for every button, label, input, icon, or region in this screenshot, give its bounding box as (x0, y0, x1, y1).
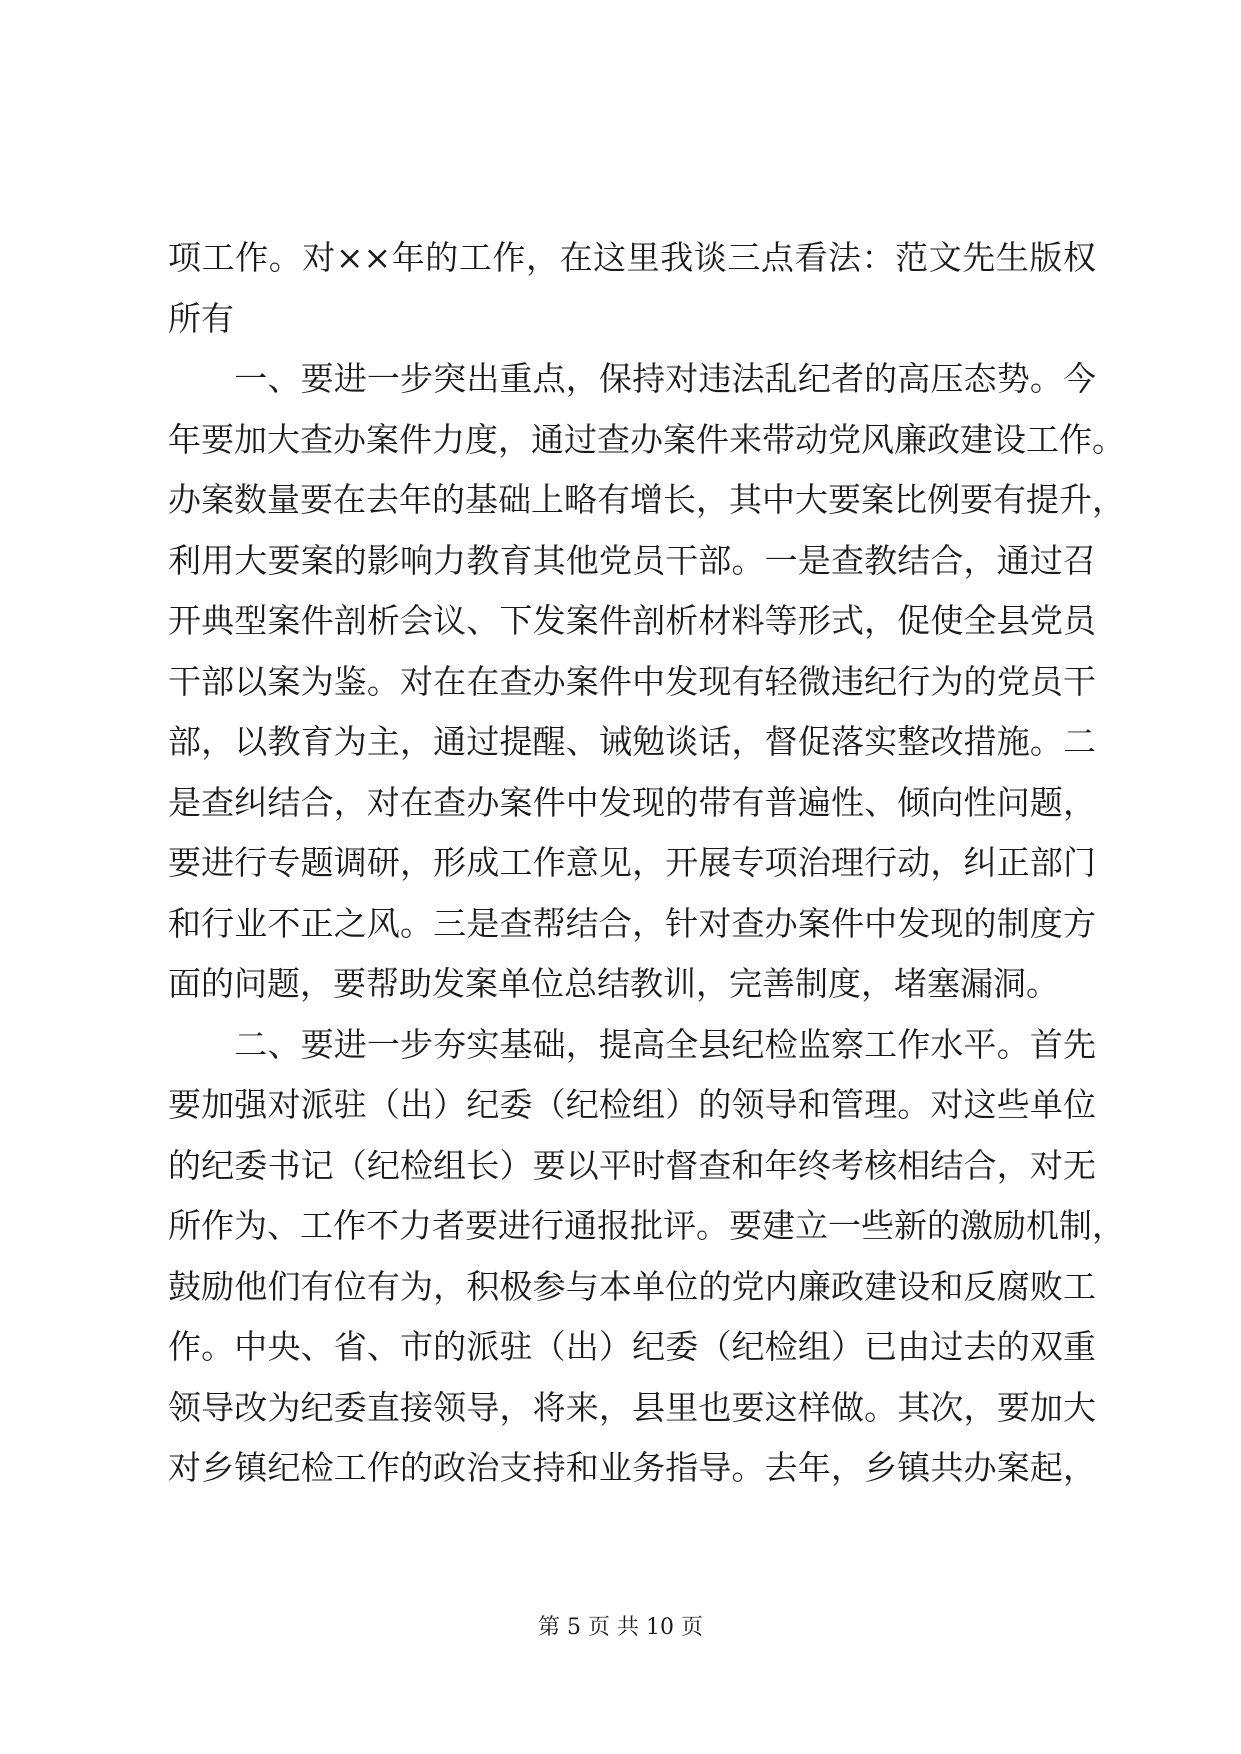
text-line: 的纪委书记（纪检组长）要以平时督查和年终考核相结合，对无 (168, 1145, 1096, 1185)
text-line: 和行业不正之风。三是查帮结合，针对查办案件中发现的制度方 (168, 903, 1096, 943)
document-body (168, 228, 1125, 1499)
text-line: 作。中央、省、市的派驻（出）纪委（纪检组）已由过去的双重 (168, 1327, 1096, 1366)
text-line: 一、要进一步突出重点，保持对违法乱纪者的高压态势。今 (168, 359, 1096, 398)
text-line: 开典型案件剖析会议、下发案件剖析材料等形式，促使全县党员 (168, 601, 1096, 640)
text-line: 项工作。对××年的工作，在这里我谈三点看法：范文先生版权 (168, 238, 1096, 277)
text-line: 二、要进一步夯实基础，提高全县纪检监察工作水平。首先 (168, 1024, 1096, 1064)
text-line: 干部以案为鉴。对在在查办案件中发现有轻微违纪行为的党员干 (168, 661, 1096, 701)
text-line: 鼓励他们有位有为，积极参与本单位的党内廉政建设和反腐败工 (168, 1266, 1096, 1306)
text-line: 领导改为纪委直接领导，将来，县里也要这样做。其次，要加大 (168, 1387, 1096, 1427)
text-line: 面的问题，要帮助发案单位总结教训，完善制度，堵塞漏洞。 (168, 964, 1059, 1003)
text-line: 要进行专题调研，形成工作意见，开展专项治理行动，纠正部门 (168, 843, 1096, 882)
text-line: 要加强对派驻（出）纪委（纪检组）的领导和管理。对这些单位 (168, 1085, 1096, 1124)
text-line: 利用大要案的影响力教育其他党员干部。一是查教结合，通过召 (168, 540, 1096, 580)
text-line: 办案数量要在去年的基础上略有增长，其中大要案比例要有提升， (168, 480, 1125, 519)
text-line: 年要加大查办案件力度，通过查办案件来带动党风廉政建设工作。 (168, 419, 1125, 459)
text-line: 部，以教育为主，通过提醒、诫勉谈话，督促落实整改措施。二 (168, 722, 1096, 761)
page-number-footer: 第 5 页 共 10 页 (538, 1615, 703, 1640)
text-line: 对乡镇纪检工作的政治支持和业务指导。去年，乡镇共办案起， (168, 1448, 1096, 1487)
text-line: 所作为、工作不力者要进行通报批评。要建立一些新的激励机制， (168, 1206, 1125, 1245)
text-line: 所有 (168, 298, 234, 338)
text-line: 是查纠结合，对在查办案件中发现的带有普遍性、倾向性问题， (168, 782, 1096, 822)
